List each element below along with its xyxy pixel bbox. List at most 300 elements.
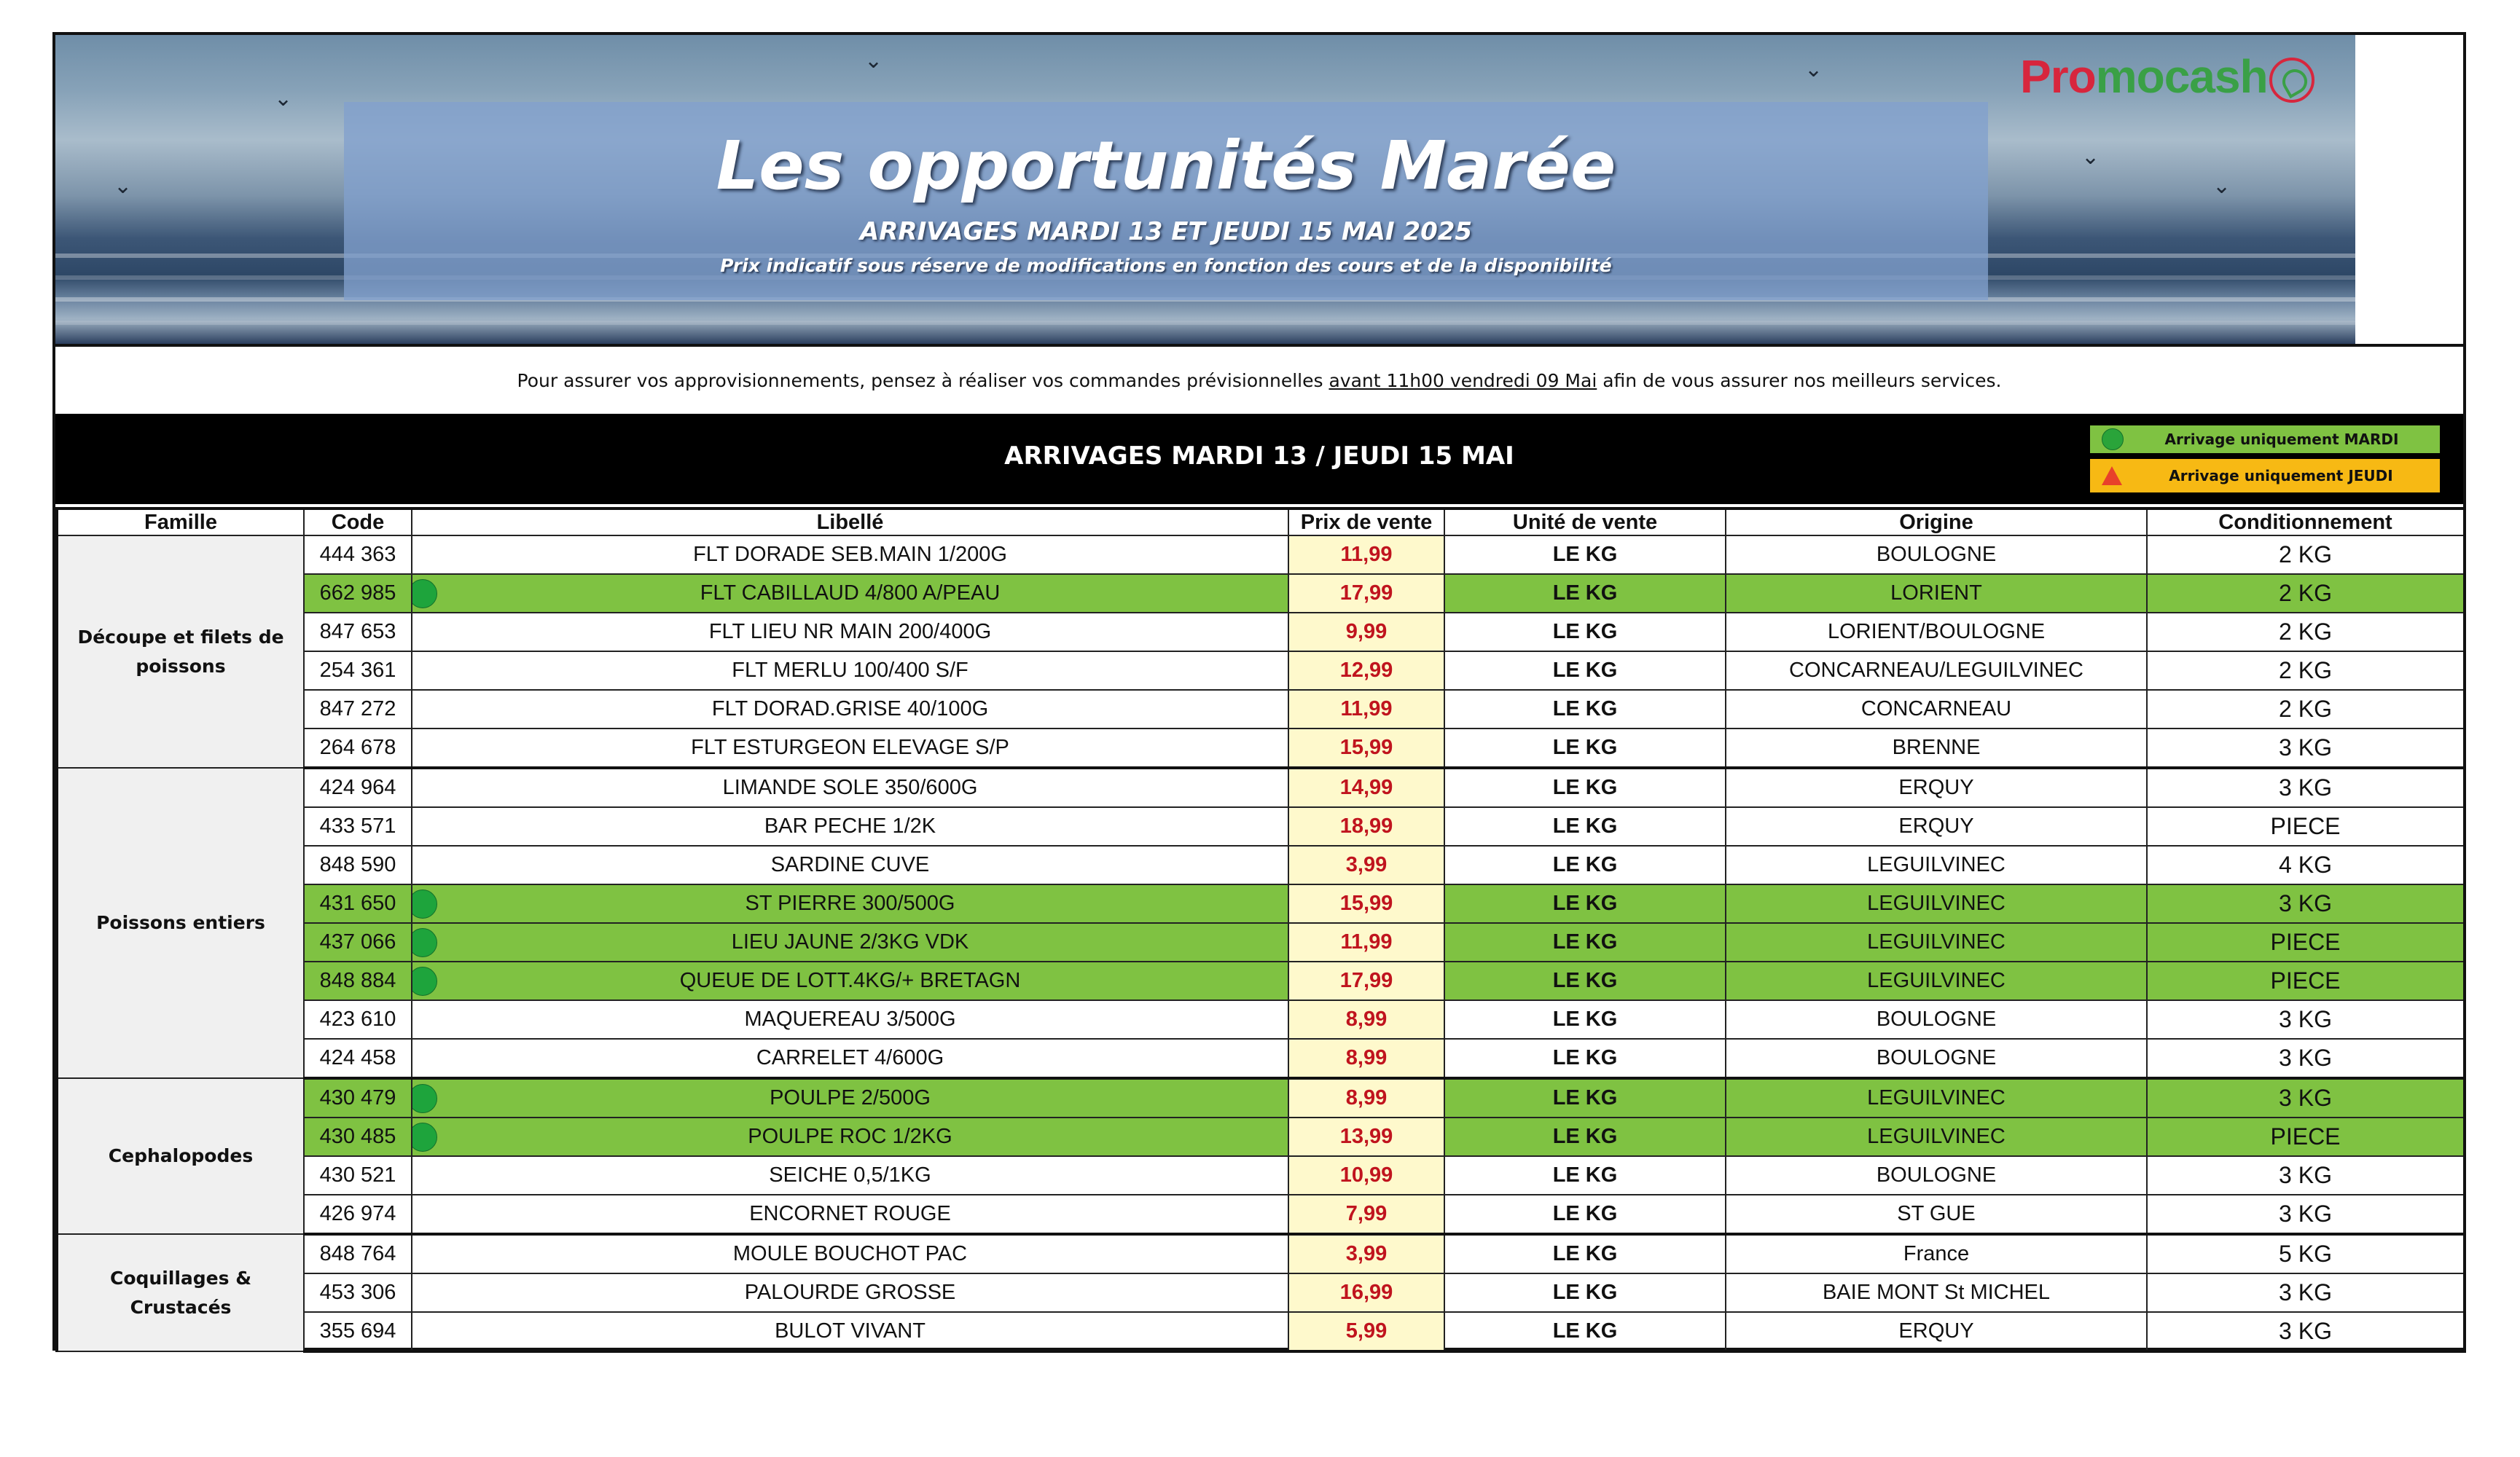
libelle-cell — [412, 884, 1288, 923]
unit-cell-text: LE KG — [1552, 1281, 1618, 1304]
packaging-cell — [2147, 1273, 2465, 1312]
code-cell — [304, 651, 412, 690]
table-row — [57, 884, 2465, 923]
col-unite: Unité de vente — [1444, 508, 1726, 535]
origin-cell-text: BOULOGNE — [1876, 1008, 1997, 1031]
libelle-cell — [412, 651, 1288, 690]
price-cell-text: 14,99 — [1339, 776, 1393, 799]
code-cell — [304, 574, 412, 613]
unit-cell-text: LE KG — [1552, 543, 1618, 566]
price-cell-text: 13,99 — [1339, 1125, 1393, 1148]
unit-cell-text: LE KG — [1552, 1242, 1618, 1265]
libelle-cell — [412, 846, 1288, 884]
table-row — [57, 574, 2465, 613]
libelle-cell-text: ST PIERRE 300/500G — [745, 892, 955, 915]
famille-cell: Découpe et filets de poissons — [57, 535, 304, 768]
price-cell — [1288, 768, 1444, 807]
libelle-cell — [412, 1118, 1288, 1156]
libelle-cell — [412, 535, 1288, 574]
origin-cell — [1726, 651, 2147, 690]
libelle-cell-text: MOULE BOUCHOT PAC — [732, 1242, 968, 1265]
unit-cell — [1444, 651, 1726, 690]
packaging-cell — [2147, 535, 2465, 574]
famille-cell: Cephalopodes — [57, 1078, 304, 1234]
origin-cell — [1726, 728, 2147, 768]
legend-mardi: Arrivage uniquement MARDI — [2090, 425, 2440, 453]
packaging-cell — [2147, 1078, 2465, 1118]
bird-icon: ⌄ — [1804, 57, 1823, 82]
packaging-cell — [2147, 884, 2465, 923]
title-box — [344, 102, 1988, 300]
libelle-cell — [412, 1156, 1288, 1195]
packaging-cell — [2147, 807, 2465, 846]
price-cell-text: 17,99 — [1339, 581, 1393, 605]
price-cell — [1288, 923, 1444, 962]
unit-cell — [1444, 1000, 1726, 1039]
table-row — [57, 728, 2465, 768]
libelle-cell — [412, 574, 1288, 613]
libelle-cell-text: BAR PECHE 1/2K — [764, 814, 936, 838]
libelle-cell-text: BULOT VIVANT — [775, 1319, 926, 1343]
packaging-cell — [2147, 1234, 2465, 1273]
packaging-cell — [2147, 768, 2465, 807]
packaging-cell-text: 3 KG — [2279, 1162, 2332, 1188]
unit-cell — [1444, 1273, 1726, 1312]
code-cell — [304, 1156, 412, 1195]
origin-cell — [1726, 1195, 2147, 1234]
packaging-cell — [2147, 613, 2465, 651]
origin-cell — [1726, 1039, 2147, 1078]
col-conditionnement: Conditionnement — [2147, 508, 2465, 535]
origin-cell — [1726, 1273, 2147, 1312]
origin-cell — [1726, 1156, 2147, 1195]
code-cell — [304, 613, 412, 651]
bird-icon: ⌄ — [114, 173, 133, 199]
packaging-cell — [2147, 574, 2465, 613]
price-cell — [1288, 1312, 1444, 1351]
libelle-cell-text: POULPE ROC 1/2KG — [748, 1125, 952, 1148]
code-cell — [304, 1039, 412, 1078]
packaging-cell-text: 3 KG — [2279, 1006, 2332, 1032]
price-cell — [1288, 1118, 1444, 1156]
libelle-cell-text: SEICHE 0,5/1KG — [769, 1163, 931, 1187]
libelle-cell-text: QUEUE DE LOTT.4KG/+ BRETAGN — [679, 969, 1021, 992]
table-header — [57, 508, 2465, 535]
price-cell — [1288, 574, 1444, 613]
origin-cell-text: ERQUY — [1898, 1319, 1974, 1343]
libelle-cell-text: LIEU JAUNE 2/3KG VDK — [731, 930, 969, 954]
code-cell — [304, 535, 412, 574]
col-origine: Origine — [1726, 508, 2147, 535]
table-row — [57, 1234, 2465, 1273]
code-cell-text: 433 571 — [319, 814, 396, 838]
code-cell — [304, 807, 412, 846]
origin-cell-text: ERQUY — [1898, 814, 1974, 838]
table-body — [57, 535, 2465, 1351]
price-cell-text: 5,99 — [1345, 1319, 1388, 1343]
origin-cell-text: LEGUILVINEC — [1867, 892, 2006, 915]
famille-cell: Coquillages & Crustacés — [57, 1234, 304, 1351]
price-cell-text: 9,99 — [1345, 620, 1388, 643]
unit-cell — [1444, 846, 1726, 884]
packaging-cell-text: 2 KG — [2279, 618, 2332, 645]
code-cell — [304, 1000, 412, 1039]
price-cell — [1288, 1039, 1444, 1078]
origin-cell-text: LORIENT — [1890, 581, 1982, 605]
unit-cell-text: LE KG — [1552, 1008, 1618, 1031]
price-cell — [1288, 613, 1444, 651]
libelle-cell — [412, 962, 1288, 1000]
code-cell-text: 423 610 — [319, 1008, 396, 1031]
unit-cell-text: LE KG — [1552, 1046, 1618, 1069]
bird-icon: ⌄ — [274, 86, 293, 111]
unit-cell-text: LE KG — [1552, 1086, 1618, 1110]
libelle-cell-text: FLT LIEU NR MAIN 200/400G — [708, 620, 992, 643]
packaging-cell — [2147, 690, 2465, 728]
origin-cell — [1726, 884, 2147, 923]
code-cell-text: 847 272 — [319, 697, 396, 720]
mardi-arrival-dot-icon — [412, 1084, 437, 1113]
unit-cell-text: LE KG — [1552, 1319, 1618, 1343]
code-cell — [304, 690, 412, 728]
mardi-arrival-dot-icon — [412, 889, 437, 919]
col-code: Code — [304, 508, 412, 535]
order-deadline: avant 11h00 vendredi 09 Mai — [1329, 369, 1597, 391]
legend-jeudi: Arrivage uniquement JEUDI — [2090, 459, 2440, 492]
price-cell-text: 15,99 — [1339, 892, 1393, 915]
packaging-cell-text: 3 KG — [2279, 1201, 2332, 1227]
mardi-arrival-dot-icon — [412, 579, 437, 608]
section-header — [55, 414, 2463, 504]
origin-cell-text: BOULOGNE — [1876, 1046, 1997, 1069]
packaging-cell-text: PIECE — [2270, 967, 2341, 994]
document-frame — [52, 32, 2466, 1351]
packaging-cell-text: 5 KG — [2279, 1241, 2332, 1267]
code-cell — [304, 1195, 412, 1234]
col-famille: Famille — [57, 508, 304, 535]
libelle-cell — [412, 1195, 1288, 1234]
price-cell-text: 11,99 — [1340, 697, 1393, 720]
unit-cell-text: LE KG — [1552, 1163, 1618, 1187]
price-cell-text: 12,99 — [1339, 659, 1393, 682]
origin-cell — [1726, 574, 2147, 613]
packaging-cell — [2147, 1000, 2465, 1039]
packaging-cell-text: PIECE — [2270, 1123, 2341, 1150]
libelle-cell — [412, 1000, 1288, 1039]
unit-cell — [1444, 613, 1726, 651]
origin-cell-text: BOULOGNE — [1876, 1163, 1997, 1187]
unit-cell — [1444, 535, 1726, 574]
packaging-cell — [2147, 1312, 2465, 1351]
price-cell — [1288, 1078, 1444, 1118]
libelle-cell — [412, 1039, 1288, 1078]
origin-cell-text: BRENNE — [1892, 736, 1981, 759]
table-row — [57, 651, 2465, 690]
table-row — [57, 535, 2465, 574]
libelle-cell-text: CARRELET 4/600G — [756, 1046, 944, 1069]
libelle-cell-text: FLT DORADE SEB.MAIN 1/200G — [693, 543, 1007, 566]
libelle-cell-text: PALOURDE GROSSE — [744, 1281, 956, 1304]
code-cell-text: 426 974 — [319, 1202, 396, 1225]
price-cell — [1288, 1195, 1444, 1234]
libelle-cell — [412, 613, 1288, 651]
code-cell-text: 848 764 — [319, 1242, 396, 1265]
origin-cell — [1726, 1118, 2147, 1156]
unit-cell — [1444, 728, 1726, 768]
order-reminder: Pour assurer vos approvisionnements, pensez à réaliser vos commandes prévisionnelles avant 11h00 vendredi 09 Mai afin de vous assurer nos meilleurs services. — [55, 344, 2463, 414]
packaging-cell-text: 3 KG — [2279, 890, 2332, 916]
unit-cell — [1444, 768, 1726, 807]
price-cell-text: 16,99 — [1339, 1281, 1393, 1304]
price-cell — [1288, 690, 1444, 728]
code-cell-text: 847 653 — [319, 620, 396, 643]
origin-cell-text: CONCARNEAU/LEGUILVINEC — [1789, 659, 2083, 682]
mardi-arrival-dot-icon — [412, 967, 437, 996]
origin-cell — [1726, 1234, 2147, 1273]
libelle-cell — [412, 807, 1288, 846]
code-cell-text: 355 694 — [319, 1319, 396, 1343]
unit-cell-text: LE KG — [1552, 853, 1618, 876]
price-cell — [1288, 1156, 1444, 1195]
unit-cell — [1444, 1039, 1726, 1078]
packaging-cell-text: PIECE — [2270, 929, 2341, 955]
unit-cell — [1444, 690, 1726, 728]
price-cell-text: 3,99 — [1345, 853, 1388, 876]
origin-cell — [1726, 846, 2147, 884]
price-cell — [1288, 846, 1444, 884]
origin-cell-text: LEGUILVINEC — [1867, 1086, 2006, 1110]
table-row — [57, 768, 2465, 807]
unit-cell-text: LE KG — [1552, 969, 1618, 992]
unit-cell-text: LE KG — [1552, 736, 1618, 759]
code-cell-text: 424 964 — [319, 776, 396, 799]
packaging-cell-text: 3 KG — [2279, 1085, 2332, 1111]
promocash-logo: Promocash — [2020, 50, 2314, 101]
packaging-cell — [2147, 651, 2465, 690]
price-cell-text: 17,99 — [1339, 969, 1393, 992]
price-disclaimer: Prix indicatif sous réserve de modifications en fonction des cours et de la disponibilité — [720, 255, 1612, 276]
origin-cell — [1726, 690, 2147, 728]
code-cell — [304, 728, 412, 768]
origin-cell — [1726, 1078, 2147, 1118]
packaging-cell — [2147, 1156, 2465, 1195]
libelle-cell — [412, 1312, 1288, 1351]
packaging-cell-text: 2 KG — [2279, 657, 2332, 683]
code-cell — [304, 1078, 412, 1118]
origin-cell — [1726, 962, 2147, 1000]
code-cell-text: 662 985 — [319, 581, 396, 605]
col-prix: Prix de vente — [1288, 508, 1444, 535]
table-row — [57, 1000, 2465, 1039]
bird-icon: ⌄ — [864, 48, 883, 74]
page-subtitle: ARRIVAGES MARDI 13 ET JEUDI 15 MAI 2025 — [859, 217, 1473, 246]
origin-cell-text: BAIE MONT St MICHEL — [1822, 1281, 2051, 1304]
price-cell-text: 8,99 — [1345, 1046, 1388, 1069]
unit-cell — [1444, 1078, 1726, 1118]
libelle-cell — [412, 728, 1288, 768]
code-cell-text: 430 479 — [319, 1086, 396, 1110]
price-cell-text: 7,99 — [1345, 1202, 1388, 1225]
bird-icon: ⌄ — [2081, 144, 2100, 170]
origin-cell-text: LORIENT/BOULOGNE — [1827, 620, 2046, 643]
mardi-arrival-dot-icon — [412, 1123, 437, 1152]
libelle-cell-text: SARDINE CUVE — [770, 853, 930, 876]
unit-cell-text: LE KG — [1552, 659, 1618, 682]
code-cell-text: 264 678 — [319, 736, 396, 759]
table-row — [57, 690, 2465, 728]
packaging-cell — [2147, 962, 2465, 1000]
table-row — [57, 1078, 2465, 1118]
price-cell — [1288, 535, 1444, 574]
libelle-cell-text: FLT DORAD.GRISE 40/100G — [711, 697, 989, 720]
price-cell-text: 11,99 — [1340, 543, 1393, 566]
origin-cell-text: CONCARNEAU — [1860, 697, 2012, 720]
unit-cell — [1444, 1118, 1726, 1156]
code-cell-text: 848 590 — [319, 853, 396, 876]
table-row — [57, 846, 2465, 884]
price-cell-text: 8,99 — [1345, 1086, 1388, 1110]
price-cell — [1288, 962, 1444, 1000]
header-banner — [55, 35, 2355, 344]
price-cell — [1288, 728, 1444, 768]
price-cell — [1288, 1234, 1444, 1273]
unit-cell — [1444, 1234, 1726, 1273]
warning-triangle-icon — [2102, 466, 2122, 485]
origin-cell-text: LEGUILVINEC — [1867, 969, 2006, 992]
origin-cell — [1726, 923, 2147, 962]
unit-cell — [1444, 807, 1726, 846]
mardi-arrival-dot-icon — [412, 928, 437, 957]
code-cell — [304, 1118, 412, 1156]
table-row — [57, 807, 2465, 846]
code-cell — [304, 884, 412, 923]
price-cell — [1288, 1273, 1444, 1312]
origin-cell — [1726, 1000, 2147, 1039]
sea-wave — [55, 321, 2355, 325]
price-cell-text: 8,99 — [1345, 1008, 1388, 1031]
libelle-cell-text: FLT ESTURGEON ELEVAGE S/P — [691, 736, 1009, 759]
libelle-cell-text: ENCORNET ROUGE — [749, 1202, 951, 1225]
unit-cell-text: LE KG — [1552, 1125, 1618, 1148]
origin-cell-text: LEGUILVINEC — [1867, 1125, 2006, 1148]
unit-cell — [1444, 962, 1726, 1000]
unit-cell-text: LE KG — [1552, 581, 1618, 605]
libelle-cell-text: LIMANDE SOLE 350/600G — [722, 776, 978, 799]
packaging-cell — [2147, 1195, 2465, 1234]
origin-cell — [1726, 768, 2147, 807]
price-cell — [1288, 651, 1444, 690]
price-cell-text: 18,99 — [1339, 814, 1393, 838]
origin-cell-text: BOULOGNE — [1876, 543, 1997, 566]
packaging-cell-text: 3 KG — [2279, 1045, 2332, 1071]
unit-cell-text: LE KG — [1552, 620, 1618, 643]
section-title: ARRIVAGES MARDI 13 / JEUDI 15 MAI — [1004, 441, 1514, 471]
packaging-cell — [2147, 1118, 2465, 1156]
unit-cell-text: LE KG — [1552, 776, 1618, 799]
table-row — [57, 1156, 2465, 1195]
packaging-cell — [2147, 728, 2465, 768]
code-cell — [304, 1273, 412, 1312]
code-cell-text: 848 884 — [319, 969, 396, 992]
code-cell — [304, 923, 412, 962]
origin-cell-text: ERQUY — [1898, 776, 1974, 799]
code-cell-text: 430 521 — [319, 1163, 396, 1187]
packaging-cell-text: 2 KG — [2279, 580, 2332, 606]
packaging-cell — [2147, 1039, 2465, 1078]
unit-cell-text: LE KG — [1552, 814, 1618, 838]
price-cell-text: 3,99 — [1345, 1242, 1388, 1265]
table-row — [57, 613, 2465, 651]
famille-cell: Poissons entiers — [57, 768, 304, 1078]
code-cell-text: 453 306 — [319, 1281, 396, 1304]
packaging-cell-text: 2 KG — [2279, 541, 2332, 568]
origin-cell-text: LEGUILVINEC — [1867, 930, 2006, 954]
libelle-cell-text: POULPE 2/500G — [770, 1086, 931, 1110]
libelle-cell-text: FLT MERLU 100/400 S/F — [732, 659, 969, 682]
origin-cell — [1726, 613, 2147, 651]
price-cell — [1288, 884, 1444, 923]
table-row — [57, 1195, 2465, 1234]
libelle-cell-text: FLT CABILLAUD 4/800 A/PEAU — [700, 581, 1001, 605]
products-table — [55, 507, 2466, 1353]
origin-cell — [1726, 535, 2147, 574]
origin-cell-text: ST GUE — [1897, 1202, 1976, 1225]
libelle-cell — [412, 1078, 1288, 1118]
libelle-cell-text: MAQUEREAU 3/500G — [744, 1008, 956, 1031]
bird-icon: ⌄ — [2212, 173, 2231, 199]
table-row — [57, 923, 2465, 962]
price-cell — [1288, 1000, 1444, 1039]
code-cell — [304, 1234, 412, 1273]
table-row — [57, 962, 2465, 1000]
packaging-cell-text: 3 KG — [2279, 734, 2332, 761]
unit-cell — [1444, 884, 1726, 923]
unit-cell-text: LE KG — [1552, 1202, 1618, 1225]
table-row — [57, 1118, 2465, 1156]
code-cell-text: 424 458 — [319, 1046, 396, 1069]
packaging-cell — [2147, 923, 2465, 962]
origin-cell — [1726, 1312, 2147, 1351]
table-row — [57, 1312, 2465, 1351]
price-cell-text: 15,99 — [1339, 736, 1393, 759]
table-row — [57, 1273, 2465, 1312]
code-cell-text: 437 066 — [319, 930, 396, 954]
code-cell — [304, 1312, 412, 1351]
page-title: Les opportunités Marée — [716, 127, 1616, 205]
green-dot-icon — [2102, 428, 2124, 450]
unit-cell — [1444, 1156, 1726, 1195]
libelle-cell — [412, 923, 1288, 962]
code-cell-text: 444 363 — [319, 543, 396, 566]
unit-cell — [1444, 923, 1726, 962]
origin-cell-text: LEGUILVINEC — [1867, 853, 2006, 876]
unit-cell-text: LE KG — [1552, 697, 1618, 720]
unit-cell-text: LE KG — [1552, 930, 1618, 954]
packaging-cell-text: PIECE — [2270, 813, 2341, 839]
code-cell-text: 430 485 — [319, 1125, 396, 1148]
unit-cell — [1444, 1312, 1726, 1351]
price-cell — [1288, 807, 1444, 846]
unit-cell — [1444, 1195, 1726, 1234]
price-cell-text: 11,99 — [1340, 930, 1393, 954]
origin-cell-text: France — [1903, 1242, 1970, 1265]
code-cell — [304, 962, 412, 1000]
libelle-cell — [412, 768, 1288, 807]
fish-logo-icon — [2269, 58, 2314, 103]
libelle-cell — [412, 690, 1288, 728]
code-cell-text: 431 650 — [319, 892, 396, 915]
libelle-cell — [412, 1273, 1288, 1312]
